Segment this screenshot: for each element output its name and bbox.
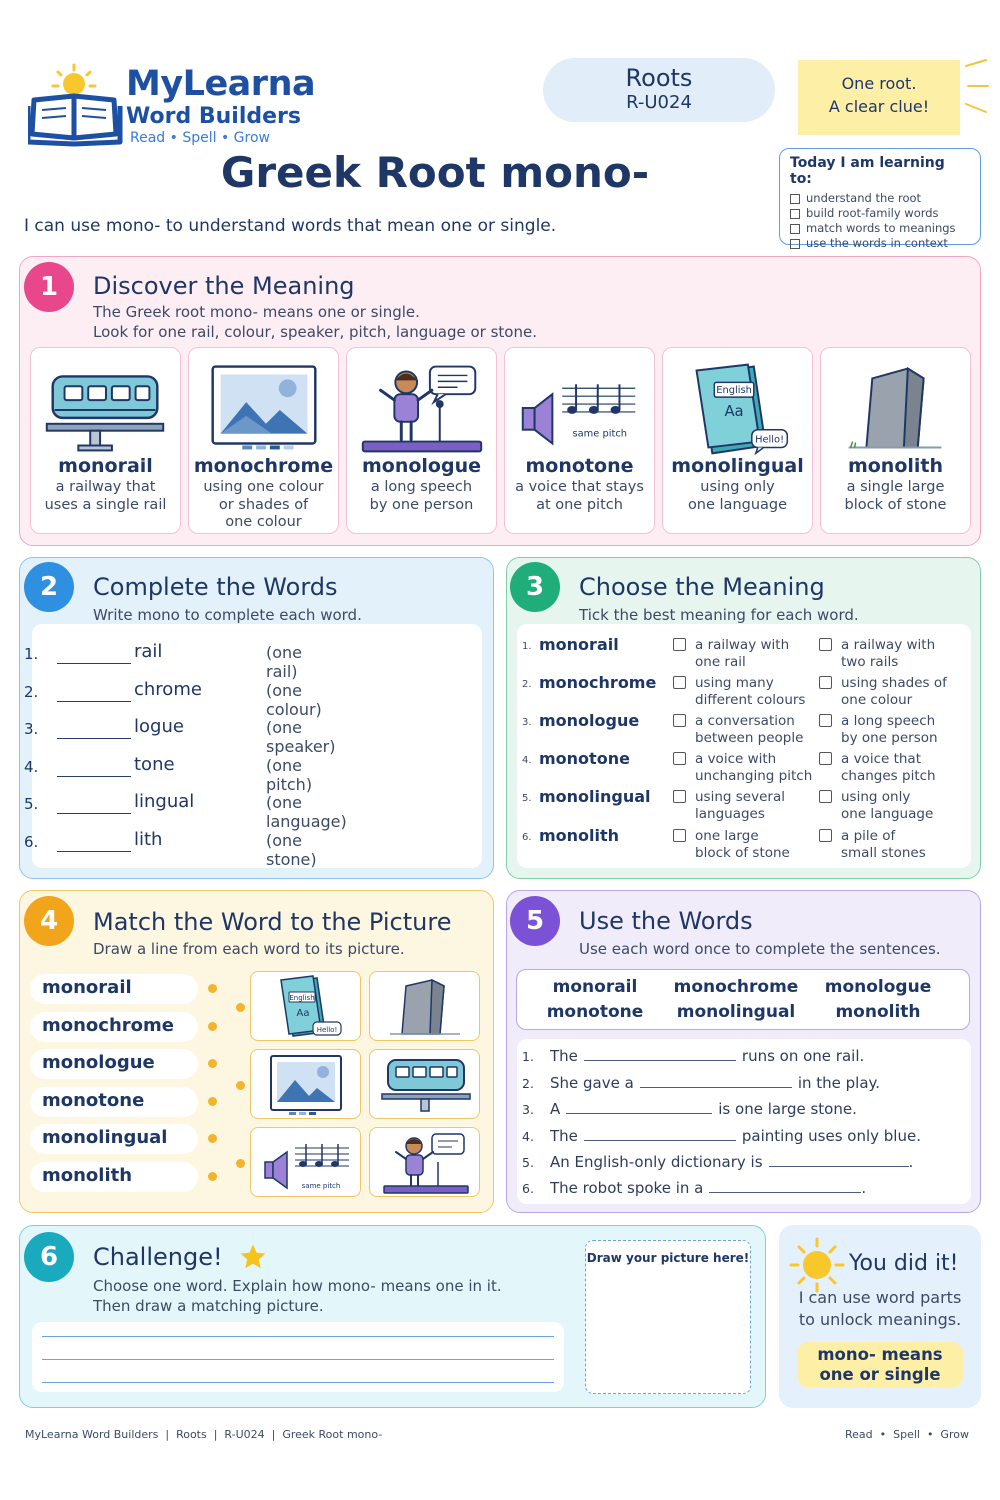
learning-goal[interactable]: match words to meanings bbox=[790, 221, 970, 236]
section-intro-line-1: The Greek root mono- means one or single. bbox=[93, 303, 420, 321]
match-word[interactable]: monolith bbox=[30, 1162, 198, 1192]
meaning-option[interactable]: a voice that changes pitch bbox=[841, 751, 969, 785]
unit-badge bbox=[543, 58, 775, 122]
word-card-monochrome bbox=[188, 347, 339, 534]
standing-stone-icon bbox=[370, 972, 481, 1042]
meaning-item: 1. monorail a railway with one rail a railway with two rails bbox=[522, 635, 962, 671]
word-bank-item: monolith bbox=[835, 1002, 921, 1022]
meaning-item: 6. monolith one large block of stone a pile of small stones bbox=[522, 826, 962, 862]
learning-objective: I can use mono- to understand words that mean one or single. bbox=[24, 216, 557, 236]
section-instruction: Tick the best meaning for each word. bbox=[579, 606, 859, 624]
meaning-item: 4. monotone a voice with unchanging pitch a voice that changes pitch bbox=[522, 749, 962, 785]
picture-monologue[interactable] bbox=[369, 1127, 480, 1197]
sparkle-lines-icon bbox=[962, 58, 992, 118]
brand-tagline: Read • Spell • Grow bbox=[130, 130, 270, 146]
meaning-option[interactable]: using only one language bbox=[841, 789, 969, 823]
answer-blank[interactable] bbox=[769, 1155, 909, 1167]
answer-blank[interactable] bbox=[709, 1181, 861, 1193]
meaning-option[interactable]: a conversation between people bbox=[695, 713, 823, 747]
monorail-train-icon bbox=[31, 358, 180, 458]
note-line-1: One root. bbox=[841, 74, 917, 93]
checkbox[interactable] bbox=[673, 676, 686, 689]
english-dictionary-icon bbox=[663, 358, 812, 458]
meaning-option[interactable]: using many different colours bbox=[695, 675, 823, 709]
speaker-music-notes-icon bbox=[505, 358, 654, 458]
sentence-item: 4. The painting uses only blue. bbox=[522, 1127, 921, 1145]
word-label: monologue bbox=[361, 455, 481, 477]
learning-goals-box bbox=[779, 148, 981, 250]
meaning-option[interactable]: using shades of one colour bbox=[841, 675, 969, 709]
word-card-monotone bbox=[504, 347, 655, 534]
meaning-option[interactable]: a railway with one rail bbox=[695, 637, 823, 671]
word-definition: using only one language bbox=[687, 479, 788, 513]
speech-bubble-text: Hello! bbox=[316, 1026, 338, 1034]
completion-text: I can use word parts to unlock meanings. bbox=[798, 1288, 962, 1329]
section-title: Use the Words bbox=[579, 907, 753, 935]
learning-goal[interactable]: build root-family words bbox=[790, 206, 970, 221]
meaning-option[interactable]: a voice with unchanging pitch bbox=[695, 751, 823, 785]
checkbox[interactable] bbox=[819, 752, 832, 765]
match-word[interactable]: monorail bbox=[30, 974, 198, 1004]
word-card-monologue bbox=[346, 347, 497, 534]
checkbox[interactable] bbox=[819, 638, 832, 651]
checkbox[interactable] bbox=[819, 676, 832, 689]
section-title: Complete the Words bbox=[93, 573, 338, 601]
match-dot[interactable] bbox=[236, 1081, 245, 1090]
match-dot[interactable] bbox=[208, 1059, 217, 1068]
answer-blank[interactable] bbox=[57, 701, 131, 702]
word-bank-item: monologue bbox=[824, 977, 932, 997]
logo bbox=[28, 62, 318, 152]
learning-goal[interactable]: understand the root bbox=[790, 191, 970, 206]
speaker-music-notes-icon bbox=[251, 1128, 362, 1198]
book-label: English bbox=[289, 994, 315, 1002]
section-instruction: Draw a line from each word to its picture. bbox=[93, 940, 405, 958]
answer-blank[interactable] bbox=[57, 851, 131, 852]
book-letters: Aa bbox=[296, 1008, 310, 1019]
footer-info: MyLearna Word Builders | Roots | R-U024 | Greek Root mono- bbox=[25, 1428, 383, 1441]
brand-subtitle: Word Builders bbox=[126, 104, 301, 129]
sun-icon bbox=[789, 1237, 845, 1293]
match-dot[interactable] bbox=[208, 1097, 217, 1106]
answer-blank[interactable] bbox=[57, 738, 131, 739]
section-number: 1 bbox=[24, 262, 74, 312]
match-word[interactable]: monolingual bbox=[30, 1124, 198, 1154]
section-title: Discover the Meaning bbox=[93, 272, 355, 300]
brand-name: MyLearna bbox=[126, 64, 316, 104]
answer-blank[interactable] bbox=[57, 776, 131, 777]
section-number: 2 bbox=[24, 562, 74, 612]
word-card-monolingual bbox=[662, 347, 813, 534]
checkbox[interactable] bbox=[790, 209, 800, 219]
sentence-item: 2. She gave a in the play. bbox=[522, 1074, 881, 1092]
book-letters: Aa bbox=[724, 402, 744, 420]
checkbox[interactable] bbox=[673, 638, 686, 651]
match-word[interactable]: monologue bbox=[30, 1049, 198, 1079]
checkbox[interactable] bbox=[790, 194, 800, 204]
sentence-item: 3. A is one large stone. bbox=[522, 1100, 857, 1118]
answer-blank[interactable] bbox=[57, 663, 131, 664]
section-number: 5 bbox=[510, 896, 560, 946]
sentence-item: 1. The runs on one rail. bbox=[522, 1047, 865, 1065]
checkbox[interactable] bbox=[673, 752, 686, 765]
section-instruction: Write mono to complete each word. bbox=[93, 606, 362, 624]
monochrome-picture-icon bbox=[189, 358, 338, 458]
sticky-note bbox=[798, 60, 960, 135]
word-label: monorail bbox=[58, 455, 153, 477]
drawing-area[interactable]: Draw your picture here! bbox=[585, 1240, 751, 1394]
answer-blank[interactable] bbox=[57, 813, 131, 814]
exercise-box bbox=[32, 624, 482, 868]
checkbox[interactable] bbox=[673, 714, 686, 727]
word-definition: a voice that stays at one pitch bbox=[515, 479, 644, 513]
word-definition: a railway that uses a single rail bbox=[44, 479, 167, 513]
section-number: 6 bbox=[24, 1232, 74, 1282]
word-label: monotone bbox=[525, 455, 634, 477]
pitch-caption: same pitch bbox=[572, 428, 627, 440]
word-bank-item: monorail bbox=[552, 977, 638, 997]
match-dot[interactable] bbox=[236, 1003, 245, 1012]
sentence-item: 6. The robot spoke in a . bbox=[522, 1179, 867, 1197]
word-label: monolith bbox=[847, 455, 944, 477]
page-title: Greek Root mono- bbox=[220, 148, 650, 197]
match-dot[interactable] bbox=[208, 1134, 217, 1143]
word-definition: a long speech by one person bbox=[369, 479, 474, 513]
meaning-item: 5. monolingual using several languages using only one language bbox=[522, 787, 962, 823]
match-dot[interactable] bbox=[208, 1172, 217, 1181]
note-line-2: A clear clue! bbox=[828, 97, 930, 116]
star-icon bbox=[238, 1242, 268, 1272]
word-card-monolith bbox=[820, 347, 971, 534]
meaning-option[interactable]: a railway with two rails bbox=[841, 637, 969, 671]
challenge-line-2: Then draw a matching picture. bbox=[93, 1297, 324, 1315]
pitch-caption: same pitch bbox=[301, 1182, 341, 1190]
meaning-item: 3. monologue a conversation between people a long speech by one person bbox=[522, 711, 962, 747]
match-word[interactable]: monotone bbox=[30, 1087, 198, 1117]
challenge-line-1: Choose one word. Explain how mono- means one in it. bbox=[93, 1277, 502, 1295]
completion-title: You did it! bbox=[849, 1251, 959, 1276]
word-bank-item: monolingual bbox=[676, 1002, 796, 1022]
speaker-on-stage-icon bbox=[370, 1128, 481, 1198]
standing-stone-icon bbox=[821, 358, 970, 458]
meaning-option[interactable]: a pile of small stones bbox=[841, 828, 969, 862]
match-word[interactable]: monochrome bbox=[30, 1012, 198, 1042]
checkbox[interactable] bbox=[819, 714, 832, 727]
answer-blank[interactable] bbox=[640, 1076, 792, 1088]
meaning-option[interactable]: using several languages bbox=[695, 789, 823, 823]
meaning-option[interactable]: a long speech by one person bbox=[841, 713, 969, 747]
answer-blank[interactable] bbox=[584, 1049, 736, 1061]
speech-bubble-text: Hello! bbox=[755, 434, 785, 446]
match-dot[interactable] bbox=[208, 1022, 217, 1031]
word-bank-item: monotone bbox=[546, 1002, 644, 1022]
picture-monolith[interactable] bbox=[369, 971, 480, 1041]
answer-blank[interactable] bbox=[584, 1129, 736, 1141]
picture-dictionary[interactable] bbox=[250, 971, 361, 1041]
word-label: monochrome bbox=[193, 455, 334, 477]
word-definition: a single large block of stone bbox=[844, 479, 947, 513]
section-number: 3 bbox=[510, 562, 560, 612]
picture-monorail[interactable] bbox=[369, 1049, 480, 1119]
meaning-option[interactable]: one large block of stone bbox=[695, 828, 823, 862]
monochrome-picture-icon bbox=[251, 1050, 362, 1120]
answer-blank[interactable] bbox=[566, 1102, 712, 1114]
unit-name: Roots bbox=[625, 64, 693, 92]
learning-goal[interactable]: use the words in context bbox=[790, 236, 970, 251]
open-book-sun-icon bbox=[28, 62, 128, 152]
checkbox[interactable] bbox=[790, 239, 800, 249]
match-dot[interactable] bbox=[208, 984, 217, 993]
book-label: English bbox=[716, 385, 752, 397]
picture-monotone[interactable] bbox=[250, 1127, 361, 1197]
word-card-monorail bbox=[30, 347, 181, 534]
checkbox[interactable] bbox=[673, 829, 686, 842]
completion-box bbox=[779, 1225, 981, 1408]
section-title: Match the Word to the Picture bbox=[93, 908, 452, 936]
footer-tagline: Read • Spell • Grow bbox=[845, 1428, 969, 1441]
word-bank-item: monochrome bbox=[673, 977, 799, 997]
section-intro-line-2: Look for one rail, colour, speaker, pitch, language or stone. bbox=[93, 323, 537, 341]
learning-goals-title: Today I am learning to: bbox=[790, 155, 945, 187]
match-dot[interactable] bbox=[236, 1159, 245, 1168]
checkbox[interactable] bbox=[819, 790, 832, 803]
section-number: 4 bbox=[24, 896, 74, 946]
word-label: monolingual bbox=[671, 455, 804, 477]
section-instruction: Use each word once to complete the sentences. bbox=[579, 940, 941, 958]
monorail-train-icon bbox=[370, 1050, 481, 1120]
word-bank bbox=[516, 969, 970, 1030]
checkbox[interactable] bbox=[819, 829, 832, 842]
key-takeaway: mono- means one or single bbox=[797, 1342, 963, 1388]
checkbox[interactable] bbox=[673, 790, 686, 803]
speaker-on-stage-icon bbox=[347, 358, 496, 458]
meaning-item: 2. monochrome using many different colours using shades of one colour bbox=[522, 673, 962, 709]
word-definition: using one colour or shades of one colour bbox=[203, 479, 324, 530]
section-title: Choose the Meaning bbox=[579, 573, 825, 601]
section-title: Challenge! bbox=[93, 1243, 223, 1271]
english-dictionary-icon bbox=[251, 972, 362, 1042]
writing-lines[interactable] bbox=[32, 1322, 564, 1392]
checkbox[interactable] bbox=[790, 224, 800, 234]
picture-monochrome[interactable] bbox=[250, 1049, 361, 1119]
unit-code: R-U024 bbox=[626, 92, 692, 113]
sentence-item: 5. An English-only dictionary is . bbox=[522, 1153, 914, 1171]
